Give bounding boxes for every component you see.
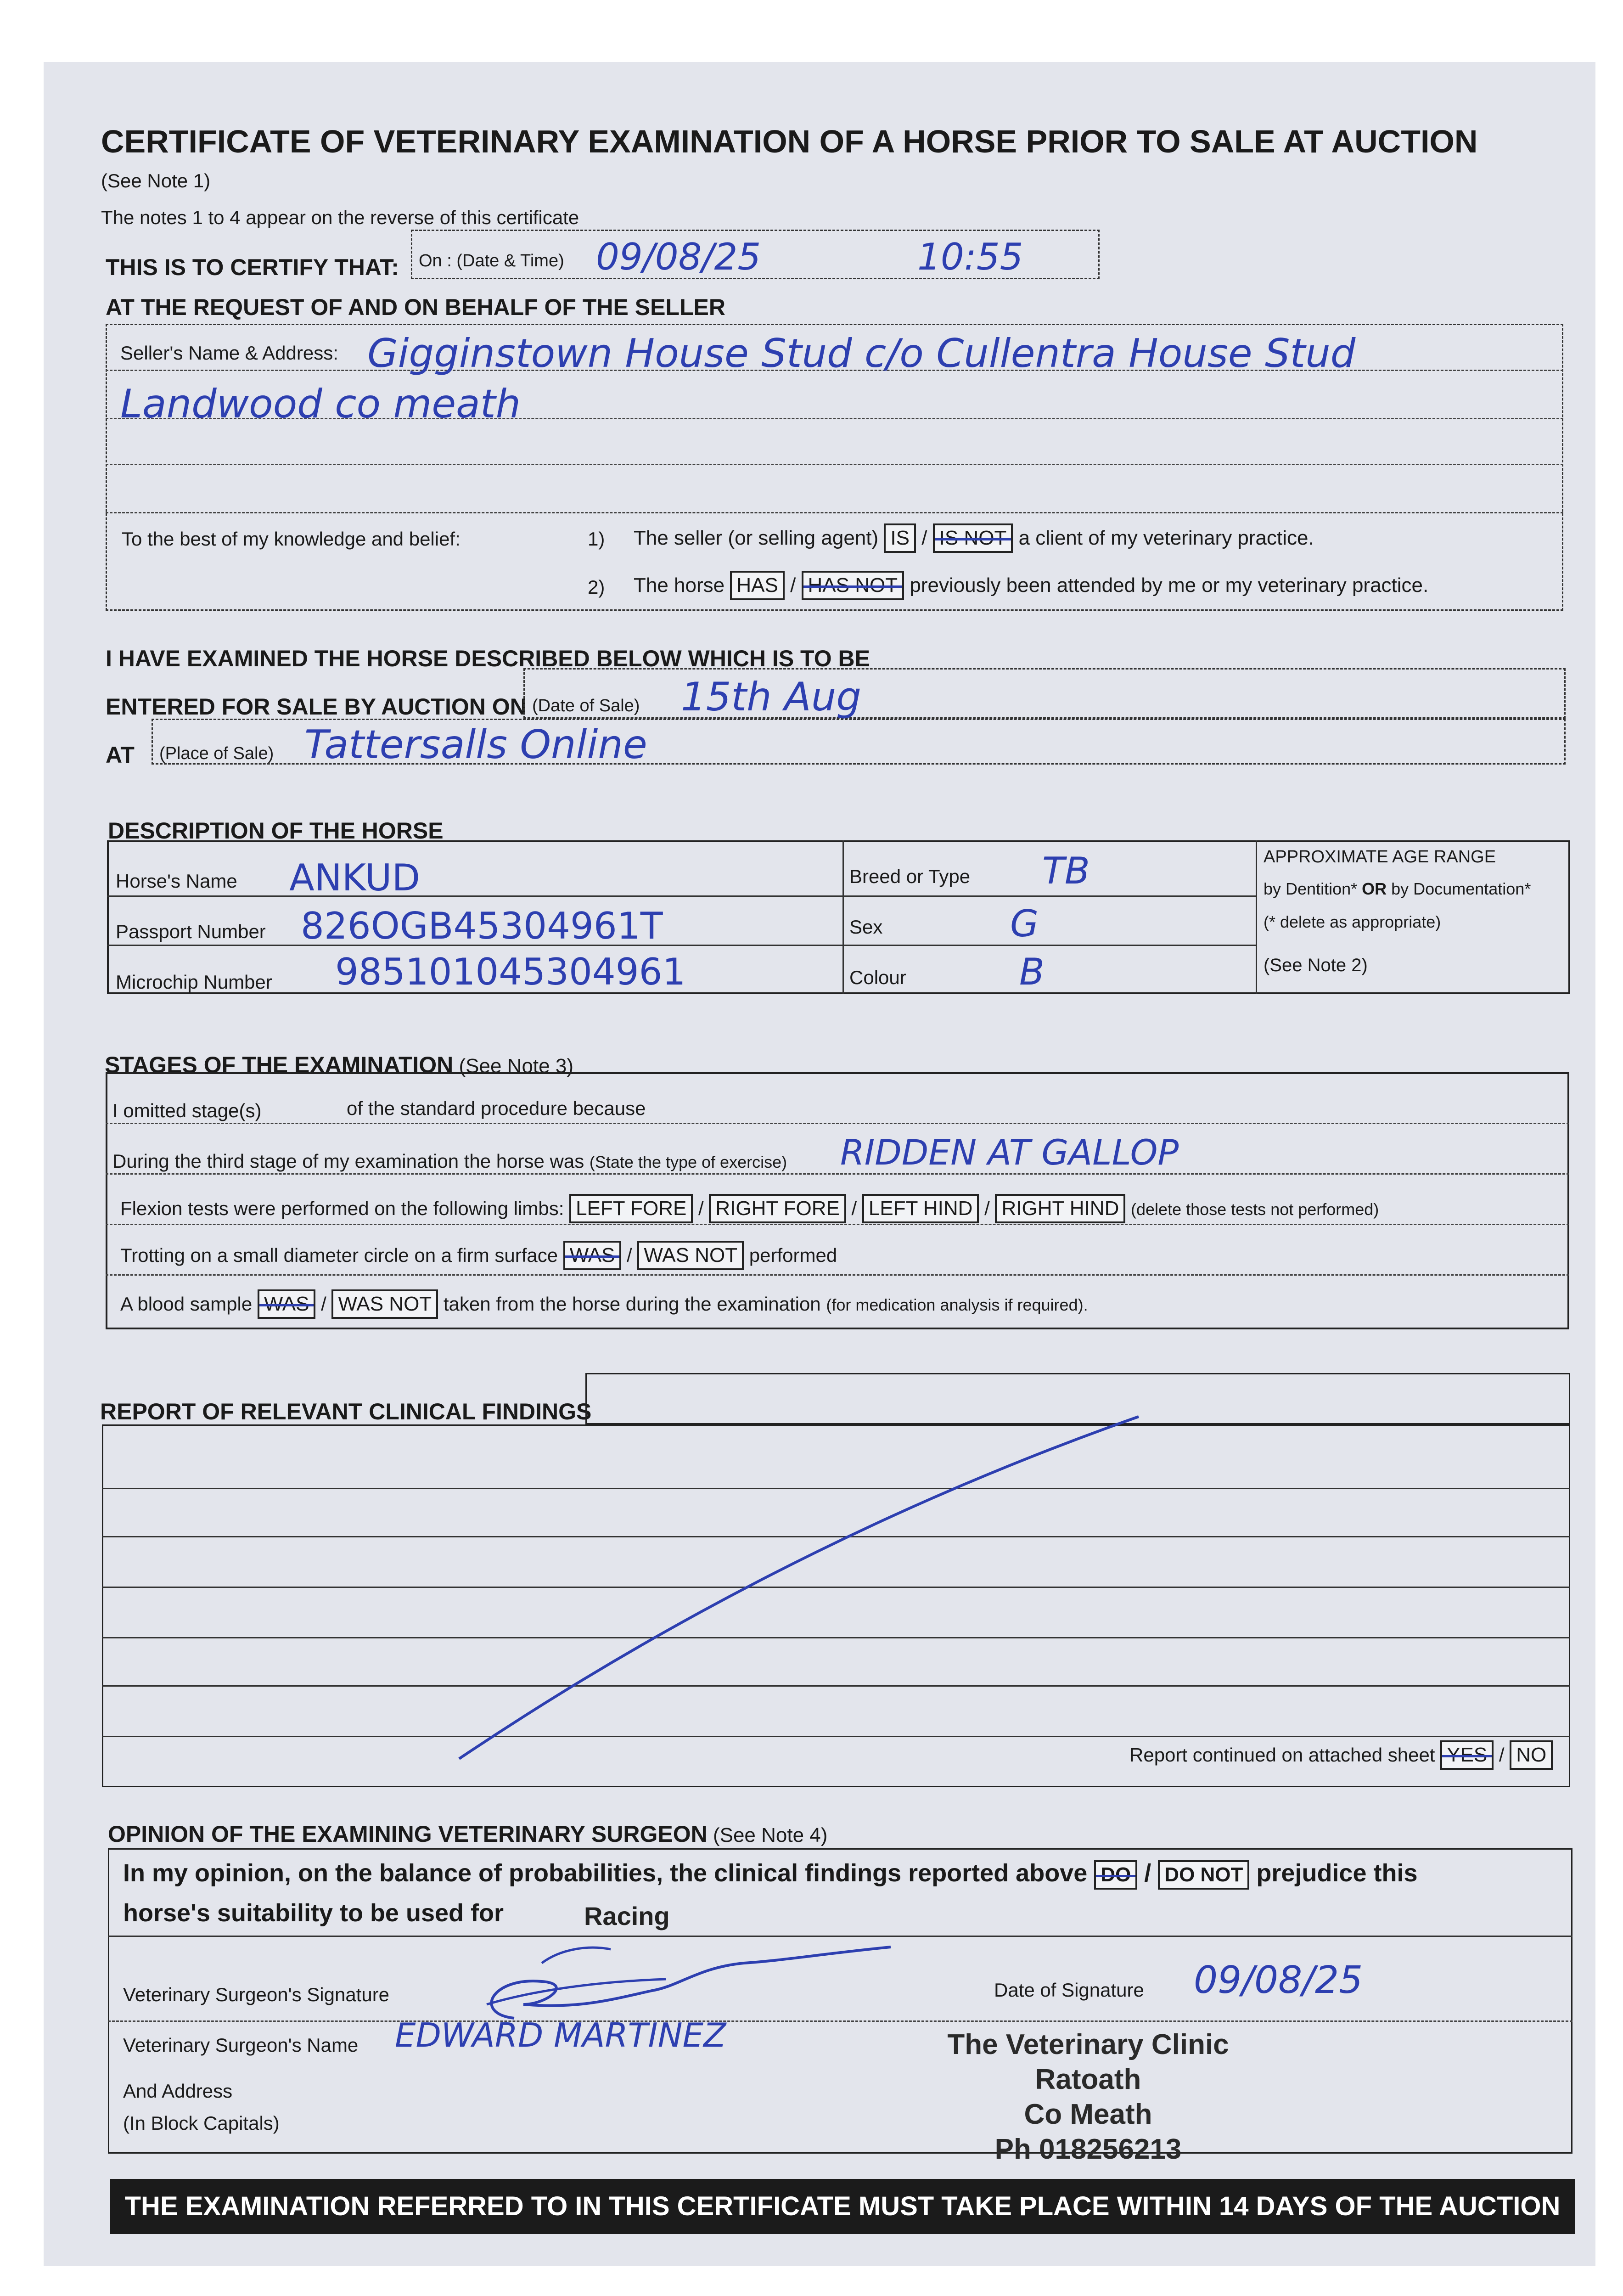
item1-post: a client of my veterinary practice. bbox=[1018, 527, 1314, 549]
do-option[interactable]: DO bbox=[1094, 1860, 1137, 1890]
on-time-value: 10:55 bbox=[917, 236, 1023, 278]
date-of-sale-label: (Date of Sale) bbox=[532, 696, 640, 715]
trot-was-option[interactable]: WAS bbox=[563, 1241, 622, 1270]
passport-label: Passport Number bbox=[116, 921, 266, 942]
block-capitals-label: (In Block Capitals) bbox=[123, 2112, 280, 2134]
item1-number: 1) bbox=[588, 528, 605, 550]
yes-option[interactable]: YES bbox=[1440, 1740, 1494, 1770]
has-option[interactable]: HAS bbox=[730, 571, 784, 600]
third-stage-note: (State the type of exercise) bbox=[589, 1153, 787, 1171]
sale-line1: I HAVE EXAMINED THE HORSE DESCRIBED BELOW WHICH IS TO BE bbox=[106, 646, 870, 671]
place-of-sale-label: (Place of Sale) bbox=[159, 744, 274, 763]
microchip-label: Microchip Number bbox=[116, 971, 272, 993]
opinion-note: (See Note 4) bbox=[713, 1824, 828, 1846]
see-note-1: (See Note 1) bbox=[101, 170, 211, 191]
horse-name-value[interactable]: ANKUD bbox=[289, 856, 421, 899]
do-not-option[interactable]: DO NOT bbox=[1158, 1860, 1249, 1890]
horse-name-label: Horse's Name bbox=[116, 870, 237, 892]
certify-label: THIS IS TO CERTIFY THAT: bbox=[106, 254, 399, 280]
blood-was-not-option[interactable]: WAS NOT bbox=[331, 1289, 438, 1319]
signature-label: Veterinary Surgeon's Signature bbox=[123, 1984, 390, 2005]
on-date-value: 09/08/25 bbox=[596, 236, 761, 278]
notes-line: The notes 1 to 4 appear on the reverse of this certificate bbox=[101, 207, 579, 228]
trot-label: Trotting on a small diameter circle on a firm surface bbox=[120, 1244, 558, 1266]
continued-label: Report continued on attached sheet bbox=[1129, 1744, 1435, 1766]
trot-post: performed bbox=[749, 1244, 837, 1266]
flexion-label: Flexion tests were performed on the following limbs: bbox=[120, 1198, 564, 1219]
stages-note: (See Note 3) bbox=[459, 1055, 573, 1077]
opinion-statement: In my opinion, on the balance of probabilities, the clinical findings reported above DO / DO NOT prejudice this bbox=[123, 1859, 1418, 1890]
opinion-title: OPINION OF THE EXAMINING VETERINARY SURGEON bbox=[108, 1821, 708, 1847]
or-label: OR bbox=[1362, 879, 1387, 898]
breed-value[interactable]: TB bbox=[1042, 850, 1090, 892]
item1-pre: The seller (or selling agent) bbox=[634, 527, 879, 549]
age-see-note: (See Note 2) bbox=[1264, 955, 1368, 975]
sale-line2: ENTERED FOR SALE BY AUCTION ON bbox=[106, 694, 527, 720]
address-label: And Address bbox=[123, 2080, 233, 2102]
stamp-line: Ratoath bbox=[1035, 2064, 1141, 2095]
age-heading: APPROXIMATE AGE RANGE bbox=[1264, 847, 1496, 867]
findings-heading: REPORT OF RELEVANT CLINICAL FINDINGS bbox=[100, 1399, 592, 1424]
place-of-sale-value: Tattersalls Online bbox=[304, 722, 647, 768]
stages-title: STAGES OF THE EXAMINATION bbox=[105, 1052, 454, 1078]
belief-label: To the best of my knowledge and belief: bbox=[122, 528, 461, 550]
surgeon-name-value[interactable]: EDWARD MARTINEZ bbox=[395, 2016, 726, 2054]
left-hind-option[interactable]: LEFT HIND bbox=[862, 1194, 979, 1223]
colour-label: Colour bbox=[849, 967, 906, 988]
seller-address-line2[interactable]: Landwood co meath bbox=[120, 381, 521, 427]
omitted-a: I omitted stage(s) bbox=[112, 1100, 262, 1121]
stamp-line: Ph 018256213 bbox=[994, 2133, 1182, 2165]
separator: / bbox=[790, 574, 796, 597]
age-delete-note: (* delete as appropriate) bbox=[1264, 912, 1441, 931]
seller-label: Seller's Name & Address: bbox=[120, 342, 338, 364]
opinion-heading bbox=[108, 1821, 827, 1847]
clinic-stamp bbox=[914, 2027, 1263, 2167]
no-option[interactable]: NO bbox=[1510, 1740, 1553, 1770]
left-fore-option[interactable]: LEFT FORE bbox=[569, 1194, 693, 1223]
opinion-text-b: prejudice this bbox=[1256, 1859, 1418, 1887]
item2-pre: The horse bbox=[634, 574, 725, 597]
is-not-option[interactable]: IS NOT bbox=[933, 523, 1013, 553]
request-label: AT THE REQUEST OF AND ON BEHALF OF THE SELLER bbox=[106, 294, 725, 320]
seller-address-line1[interactable]: Gigginstown House Stud c/o Cullentra House Stud bbox=[367, 331, 1356, 377]
blood-row: A blood sample WAS / WAS NOT taken from the horse during the examination (for medication analysis if required). bbox=[120, 1289, 1088, 1319]
item2-number: 2) bbox=[588, 576, 605, 598]
surgeon-name-label: Veterinary Surgeon's Name bbox=[123, 2034, 359, 2056]
documentation-option[interactable]: by Documentation* bbox=[1391, 879, 1531, 898]
third-stage-label: During the third stage of my examination the horse was bbox=[112, 1150, 584, 1172]
flexion-note: (delete those tests not performed) bbox=[1131, 1200, 1379, 1219]
date-signature-value[interactable]: 09/08/25 bbox=[1194, 1958, 1363, 2002]
passport-value[interactable]: 826OGB45304961T bbox=[301, 905, 663, 947]
footer-banner: THE EXAMINATION REFERRED TO IN THIS CERTIFICATE MUST TAKE PLACE WITHIN 14 DAYS OF THE AUCTION bbox=[110, 2179, 1575, 2234]
intended-use-value[interactable]: Racing bbox=[584, 1902, 670, 1930]
continued-row bbox=[1129, 1740, 1553, 1770]
stamp-line: The Veterinary Clinic bbox=[947, 2029, 1229, 2060]
dentition-option[interactable]: by Dentition* bbox=[1264, 879, 1358, 898]
exercise-value[interactable]: RIDDEN AT GALLOP bbox=[840, 1132, 1179, 1173]
flexion-row: Flexion tests were performed on the following limbs: LEFT FORE / RIGHT FORE / LEFT HIND / RIGHT HIND (delete those tests not performed) bbox=[120, 1194, 1379, 1223]
sex-label: Sex bbox=[849, 916, 883, 938]
is-option[interactable]: IS bbox=[884, 523, 916, 553]
separator: / bbox=[921, 527, 927, 549]
blood-was-option[interactable]: WAS bbox=[258, 1289, 316, 1319]
colour-value[interactable]: B bbox=[1019, 951, 1045, 993]
horse-heading: DESCRIPTION OF THE HORSE bbox=[108, 818, 444, 844]
breed-label: Breed or Type bbox=[849, 866, 971, 887]
trot-row: Trotting on a small diameter circle on a firm surface WAS / WAS NOT performed bbox=[120, 1241, 837, 1270]
at-label: AT bbox=[106, 742, 135, 768]
opinion-text-a: In my opinion, on the balance of probabilities, the clinical findings reported above bbox=[123, 1859, 1088, 1887]
sex-value[interactable]: G bbox=[1010, 902, 1039, 945]
blood-label: A blood sample bbox=[120, 1293, 253, 1315]
opinion-text-c: horse's suitability to be used for bbox=[123, 1899, 504, 1927]
has-not-option[interactable]: HAS NOT bbox=[802, 571, 904, 600]
blood-note: (for medication analysis if required). bbox=[826, 1295, 1088, 1314]
right-hind-option[interactable]: RIGHT HIND bbox=[995, 1194, 1125, 1223]
right-fore-option[interactable]: RIGHT FORE bbox=[709, 1194, 846, 1223]
trot-was-not-option[interactable]: WAS NOT bbox=[637, 1241, 744, 1270]
stamp-line: Co Meath bbox=[1024, 2099, 1152, 2130]
page-title: CERTIFICATE OF VETERINARY EXAMINATION OF A HORSE PRIOR TO SALE AT AUCTION bbox=[101, 124, 1478, 159]
date-signature-label: Date of Signature bbox=[994, 1979, 1144, 2001]
microchip-value[interactable]: 985101045304961 bbox=[335, 951, 686, 993]
separator: / bbox=[1499, 1744, 1505, 1766]
on-date-label: On : (Date & Time) bbox=[419, 251, 564, 270]
omitted-b: of the standard procedure because bbox=[347, 1097, 646, 1119]
blood-post: taken from the horse during the examination bbox=[443, 1293, 821, 1315]
date-of-sale-value: 15th Aug bbox=[681, 674, 861, 720]
item2-post: previously been attended by me or my veterinary practice. bbox=[910, 574, 1429, 597]
